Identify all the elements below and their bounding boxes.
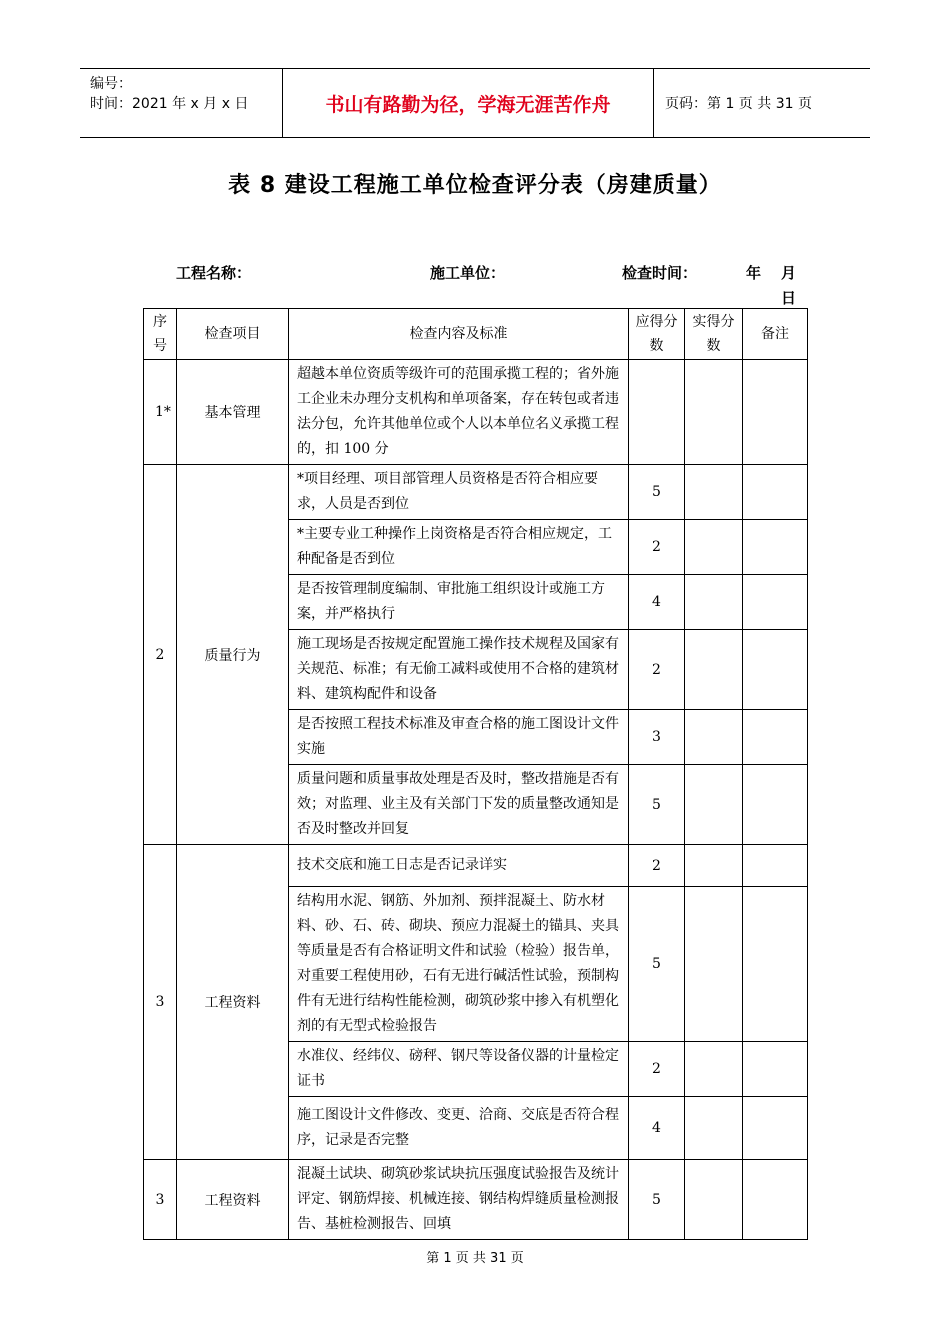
row-content: 混凝土试块、砌筑砂浆试块抗压强度试验报告及统计评定、钢筋焊接、机械连接、钢结构焊缝质量检测报告、基桩检测报告、回填 [289, 1160, 629, 1240]
row-remark[interactable] [743, 1097, 808, 1160]
month-label: 月 [781, 264, 797, 282]
row-no: 3 [144, 1160, 177, 1240]
row-points: 4 [629, 1097, 685, 1160]
row-no: 2 [144, 465, 177, 845]
header-points: 应得分数 [629, 309, 685, 360]
table-row [144, 465, 808, 520]
row-content: 是否按照工程技术标准及审查合格的施工图设计文件实施 [289, 710, 629, 765]
header-item: 检查项目 [177, 309, 289, 360]
header-no: 序号 [144, 309, 177, 360]
row-content: *项目经理、项目部管理人员资格是否符合相应要求，人员是否到位 [289, 465, 629, 520]
row-item: 工程资料 [177, 1160, 289, 1240]
row-remark[interactable] [743, 630, 808, 710]
row-actual[interactable] [685, 1097, 743, 1160]
row-item: 工程资料 [177, 845, 289, 1160]
row-no: 3 [144, 845, 177, 1160]
row-content: 超越本单位资质等级许可的范围承揽工程的；省外施工企业未办理分支机构和单项备案，存在转包或者违法分包，允许其他单位或个人以本单位名义承揽工程的，扣 100 分 [289, 360, 629, 465]
row-points: 2 [629, 630, 685, 710]
check-time-label: 检查时间： [622, 264, 698, 282]
row-content: 质量问题和质量事故处理是否及时，整改措施是否有效；对监理、业主及有关部门下发的质量整改通知是否及时整改并回复 [289, 765, 629, 845]
row-points: 2 [629, 845, 685, 887]
header-content: 检查内容及标准 [289, 309, 629, 360]
row-remark[interactable] [743, 1160, 808, 1240]
row-actual[interactable] [685, 465, 743, 520]
table-row [144, 360, 808, 465]
row-actual[interactable] [685, 845, 743, 887]
row-content: *主要专业工种操作上岗资格是否符合相应规定，工种配备是否到位 [289, 520, 629, 575]
page-footer: 第 1 页 共 31 页 [426, 1251, 524, 1266]
row-remark[interactable] [743, 887, 808, 1042]
row-content: 施工现场是否按规定配置施工操作技术规程及国家有关规范、标准；有无偷工减料或使用不合格的建筑材料、建筑构配件和设备 [289, 630, 629, 710]
row-remark[interactable] [743, 1042, 808, 1097]
motto: 书山有路勤为径，学海无涯苦作舟 [283, 69, 654, 137]
row-actual[interactable] [685, 520, 743, 575]
year-label: 年 [746, 264, 762, 282]
row-remark[interactable] [743, 845, 808, 887]
row-actual[interactable] [685, 1160, 743, 1240]
header-remark: 备注 [743, 309, 808, 360]
row-points: 5 [629, 1160, 685, 1240]
page-info: 页码：第 1 页 共 31 页 [665, 96, 812, 112]
row-points [629, 360, 685, 465]
table-row [144, 845, 808, 887]
row-remark[interactable] [743, 520, 808, 575]
row-content: 是否按管理制度编制、审批施工组织设计或施工方案，并严格执行 [289, 575, 629, 630]
row-points: 4 [629, 575, 685, 630]
row-points: 5 [629, 765, 685, 845]
row-content: 结构用水泥、钢筋、外加剂、预拌混凝土、防水材料、砂、石、砖、砌块、预应力混凝土的锚具、夹具等质量是否有合格证明文件和试验（检验）报告单，对重要工程使用砂，石有无进行碱活性试验，预制构件有无进行结构性能检测，砌筑砂浆中掺入有机塑化剂的有无型式检验报告 [289, 887, 629, 1042]
row-remark[interactable] [743, 465, 808, 520]
row-remark[interactable] [743, 710, 808, 765]
page-title: 表 8 建设工程施工单位检查评分表（房建质量） [228, 173, 722, 198]
row-content: 水准仪、经纬仪、磅秤、钢尺等设备仪器的计量检定证书 [289, 1042, 629, 1097]
row-points: 2 [629, 520, 685, 575]
row-actual[interactable] [685, 630, 743, 710]
time-label: 时间：2021 年 x 月 x 日 [90, 96, 249, 112]
row-remark[interactable] [743, 575, 808, 630]
code-label: 编号： [90, 76, 132, 92]
row-actual[interactable] [685, 575, 743, 630]
row-points: 3 [629, 710, 685, 765]
page-header [80, 68, 870, 138]
row-actual[interactable] [685, 1042, 743, 1097]
row-content: 技术交底和施工日志是否记录详实 [289, 845, 629, 887]
table-header-row [144, 309, 808, 360]
row-actual[interactable] [685, 360, 743, 465]
score-table [143, 308, 808, 1240]
constructor-label: 施工单位： [430, 264, 506, 282]
row-actual[interactable] [685, 765, 743, 845]
day-label: 日 [781, 289, 797, 307]
row-actual[interactable] [685, 887, 743, 1042]
project-name-label: 工程名称： [176, 264, 252, 282]
row-item: 基本管理 [177, 360, 289, 465]
table-row [144, 1160, 808, 1240]
header-meta-cell [80, 69, 283, 137]
row-no: 1* [144, 360, 177, 465]
header-actual: 实得分数 [685, 309, 743, 360]
row-points: 2 [629, 1042, 685, 1097]
row-remark[interactable] [743, 360, 808, 465]
row-actual[interactable] [685, 710, 743, 765]
row-item: 质量行为 [177, 465, 289, 845]
row-content: 施工图设计文件修改、变更、洽商、交底是否符合程序，记录是否完整 [289, 1097, 629, 1160]
row-remark[interactable] [743, 765, 808, 845]
row-points: 5 [629, 887, 685, 1042]
row-points: 5 [629, 465, 685, 520]
